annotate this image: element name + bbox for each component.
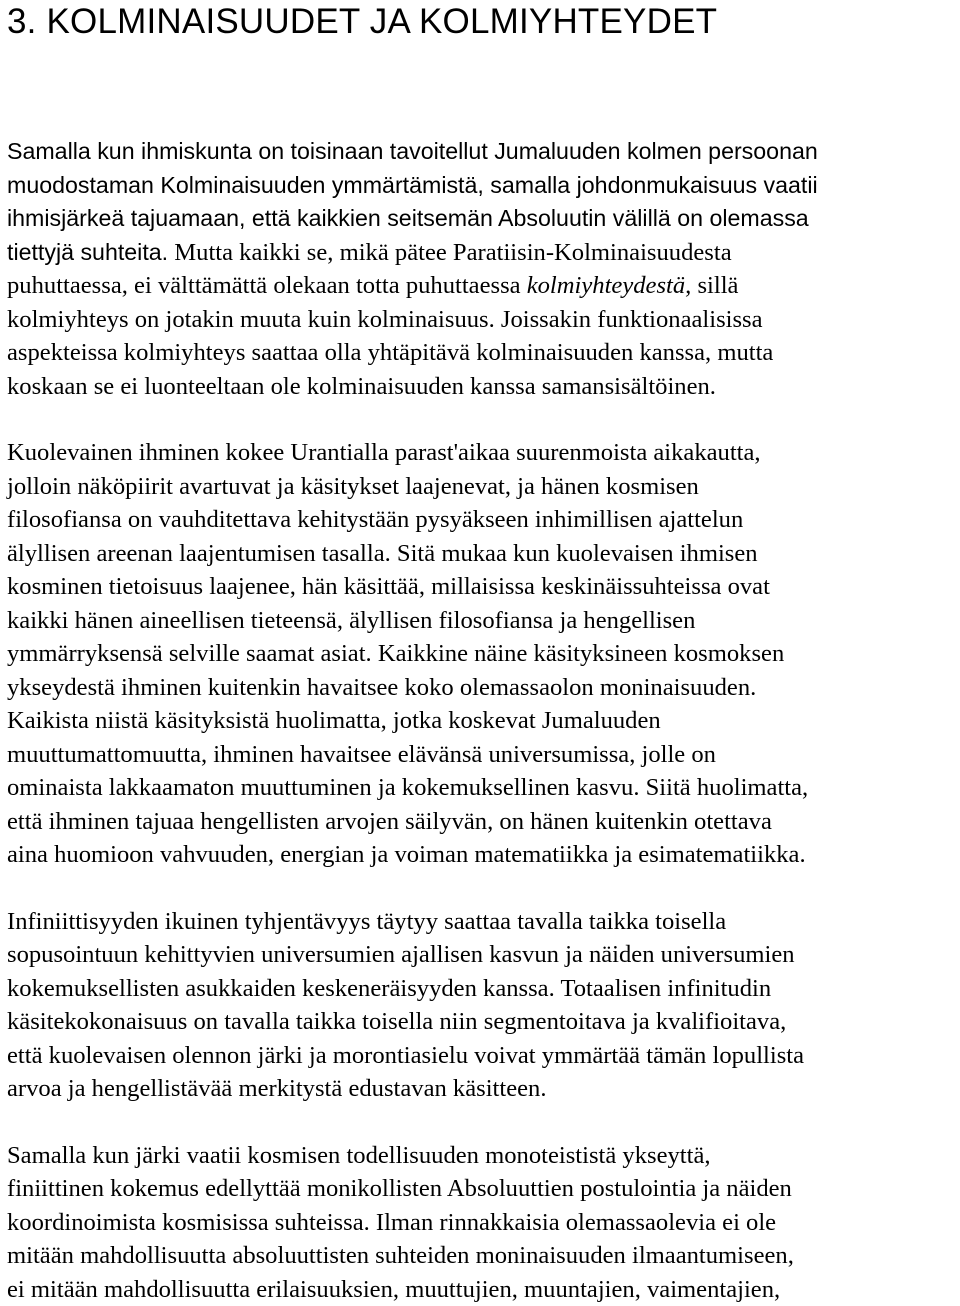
text-line [7,771,959,805]
text-line [7,1139,959,1173]
text-line [7,202,959,236]
text-line [7,1005,959,1039]
text-segment: tiettyjä suhteita. [7,239,168,265]
text-line [7,370,959,404]
text-segment: mitään mahdollisuutta absoluuttisten suhteiden moninaisuuden ilmaantumiseen, [7,1242,794,1269]
text-line [7,604,959,638]
text-line [7,838,959,872]
text-segment: muuttumattomuutta, ihminen havaitsee elävänsä universumissa, jolle on [7,741,716,768]
text-line [7,805,959,839]
text-line [7,704,959,738]
text-segment: jolloin näköpiirit avartuvat ja käsitykset laajenevat, ja hänen kosmisen [7,473,699,500]
text-segment: sopusointuun kehittyvien universumien ajallisen kasvun ja näiden universumien [7,941,795,968]
text-segment: koordinoimista kosmisissa suhteissa. Ilman rinnakkaisia olemassaolevia ei ole [7,1209,776,1236]
text-segment: koskaan se ei luonteeltaan ole kolminaisuuden kanssa samansisältöinen. [7,373,716,400]
text-line [7,470,959,504]
text-segment: arvoa ja hengellistävää merkitystä edustavan käsitteen. [7,1075,547,1102]
text-segment: Kuolevainen ihminen kokee Urantialla parast'aikaa suurenmoista aikakautta, [7,439,761,466]
text-line [7,169,959,203]
text-segment: ominaista lakkaamaton muuttuminen ja kokemuksellinen kasvu. Siitä huolimatta, [7,774,808,801]
text-segment: filosofiansa on vauhditettava kehitystään pysyäkseen inhimillisen ajattelun [7,506,743,533]
text-line [7,1273,959,1306]
text-line [7,1072,959,1106]
text-segment: että kuolevaisen olennon järki ja morontiasielu voivat ymmärtää tämän lopullista [7,1042,804,1069]
text-segment: kaikki hänen aineellisen tieteensä, älyllisen filosofiansa ja hengellisen [7,607,695,634]
paragraph [7,905,959,1106]
text-line [7,938,959,972]
text-segment: aina huomioon vahvuuden, energian ja voiman matematiikka ja esimatematiikka. [7,841,806,868]
text-line [7,135,959,169]
italic-text: kolmiyhteydestä, [527,272,692,299]
text-segment: muodostaman Kolminaisuuden ymmärtämistä, samalla johdonmukaisuus vaatii [7,172,818,198]
text-line [7,537,959,571]
text-line [7,236,959,270]
text-segment: Kaikista niistä käsityksistä huolimatta, jotka koskevat Jumaluuden [7,707,661,734]
text-segment: Samalla kun ihmiskunta on toisinaan tavoitellut Jumaluuden kolmen persoonan [7,138,818,164]
text-segment: puhuttaessa, ei välttämättä olekaan totta puhuttaessa [7,272,527,299]
paragraph [7,135,959,403]
text-segment: finiittinen kokemus edellyttää monikollisten Absoluuttien postulointia ja näiden [7,1175,792,1202]
text-line [7,738,959,772]
text-line [7,336,959,370]
text-segment: käsitekokonaisuus on tavalla taikka toisella niin segmentoitava ja kvalifioitava, [7,1008,786,1035]
paragraph [7,1139,959,1306]
text-line [7,1172,959,1206]
text-segment: ymmärryksensä selville saamat asiat. Kaikkine näine käsityksineen kosmoksen [7,640,784,667]
text-line [7,269,959,303]
text-line [7,570,959,604]
text-segment: ihmisjärkeä tajuamaan, että kaikkien seitsemän Absoluutin välillä on olemassa [7,205,809,231]
text-segment: Samalla kun järki vaatii kosmisen todellisuuden monoteististä ykseyttä, [7,1142,711,1169]
text-segment: ei mitään mahdollisuutta erilaisuuksien, muuttujien, muuntajien, vaimentajien, [7,1276,780,1303]
text-segment: Joissakin funktionaalisissa [495,306,763,333]
text-segment: Mutta kaikki se, mikä pätee Paratiisin-Kolminaisuudesta [168,239,731,266]
text-line [7,1206,959,1240]
section-heading: 3. KOLMINAISUUDET JA KOLMIYHTEYDET [7,0,959,42]
text-segment: kolmiyhteys on jotakin muuta kuin kolminaisuus. [7,306,495,333]
text-segment: ykseydestä ihminen kuitenkin havaitsee koko olemassaolon moninaisuuden. [7,674,756,701]
text-segment: Infiniittisyyden ikuinen tyhjentävyys täytyy saattaa tavalla taikka toisella [7,908,726,935]
text-line [7,905,959,939]
document-page [7,0,959,1306]
text-segment: sillä [691,272,738,299]
text-segment: että ihminen tajuaa hengellisten arvojen säilyvän, on hänen kuitenkin otettava [7,808,772,835]
document-body [7,135,959,1306]
text-line [7,671,959,705]
text-line [7,637,959,671]
text-line [7,303,959,337]
text-segment: kokemuksellisten asukkaiden keskeneräisyyden kanssa. Totaalisen infinitudin [7,975,771,1002]
text-segment: älyllisen areenan laajentumisen tasalla. Sitä mukaa kun kuolevaisen ihmisen [7,540,758,567]
text-line [7,1239,959,1273]
text-segment: kosminen tietoisuus laajenee, hän käsittää, millaisissa keskinäissuhteissa ovat [7,573,770,600]
text-line [7,1039,959,1073]
text-line [7,972,959,1006]
text-line [7,436,959,470]
text-segment: aspekteissa kolmiyhteys saattaa olla yhtäpitävä kolminaisuuden kanssa, mutta [7,339,773,366]
paragraph [7,436,959,872]
text-line [7,503,959,537]
